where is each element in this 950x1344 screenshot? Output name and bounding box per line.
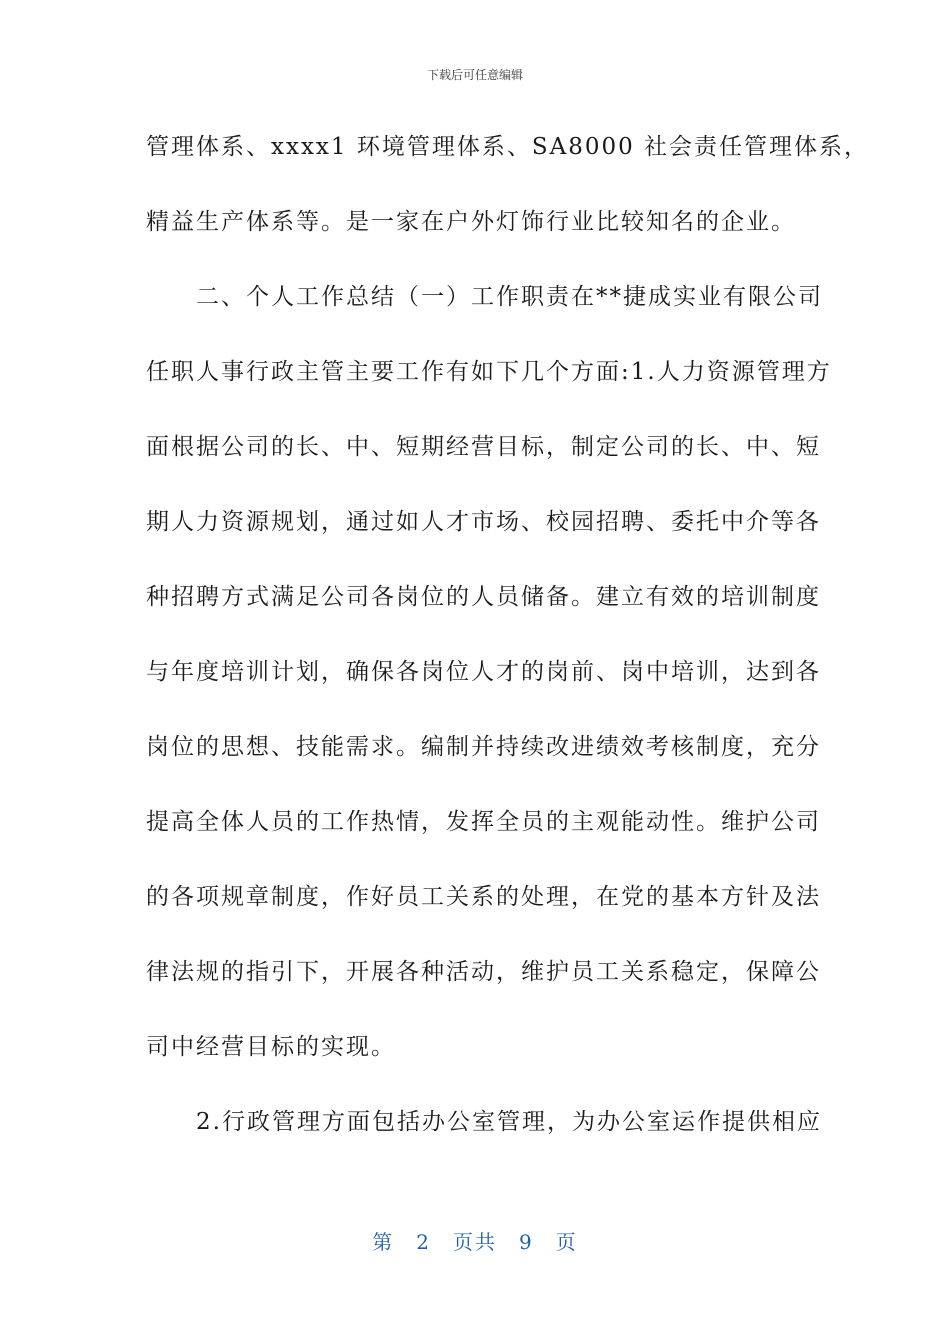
text-line: 精益生产体系等。是一家在户外灯饰行业比较知名的企业。	[146, 209, 796, 235]
text-line: 种招聘方式满足公司各岗位的人员储备。建立有效的培训制度	[146, 584, 821, 610]
text-line: 2.行政管理方面包括办公室管理，为办公室运作提供相应	[146, 1109, 822, 1135]
text-line: 的各项规章制度，作好员工关系的处理，在党的基本方针及法	[146, 884, 821, 910]
text-line: 岗位的思想、技能需求。编制并持续改进绩效考核制度，充分	[146, 734, 821, 760]
text-line: 二、个人工作总结（一）工作职责在**捷成实业有限公司	[146, 284, 823, 310]
text-line: 律法规的指引下，开展各种活动，维护员工关系稳定，保障公	[146, 959, 821, 985]
text-line: 任职人事行政主管主要工作有如下几个方面:1.人力资源管理方	[146, 359, 832, 385]
page-number: 第 2 页共 9 页	[372, 1230, 578, 1254]
download-note: 下载后可任意编辑	[426, 68, 523, 82]
text-line: 司中经营目标的实现。	[146, 1034, 396, 1060]
text-line: 面根据公司的长、中、短期经营目标，制定公司的长、中、短	[146, 434, 821, 460]
document-body	[146, 122, 870, 1172]
text-line: 期人力资源规划，通过如人才市场、校园招聘、委托中介等各	[146, 509, 821, 535]
text-line: 与年度培训计划，确保各岗位人才的岗前、岗中培训，达到各	[146, 659, 821, 685]
text-line: 管理体系、xxxx1 环境管理体系、SA8000 社会责任管理体系，	[146, 134, 870, 160]
text-line: 提高全体人员的工作热情，发挥全员的主观能动性。维护公司	[146, 809, 821, 835]
